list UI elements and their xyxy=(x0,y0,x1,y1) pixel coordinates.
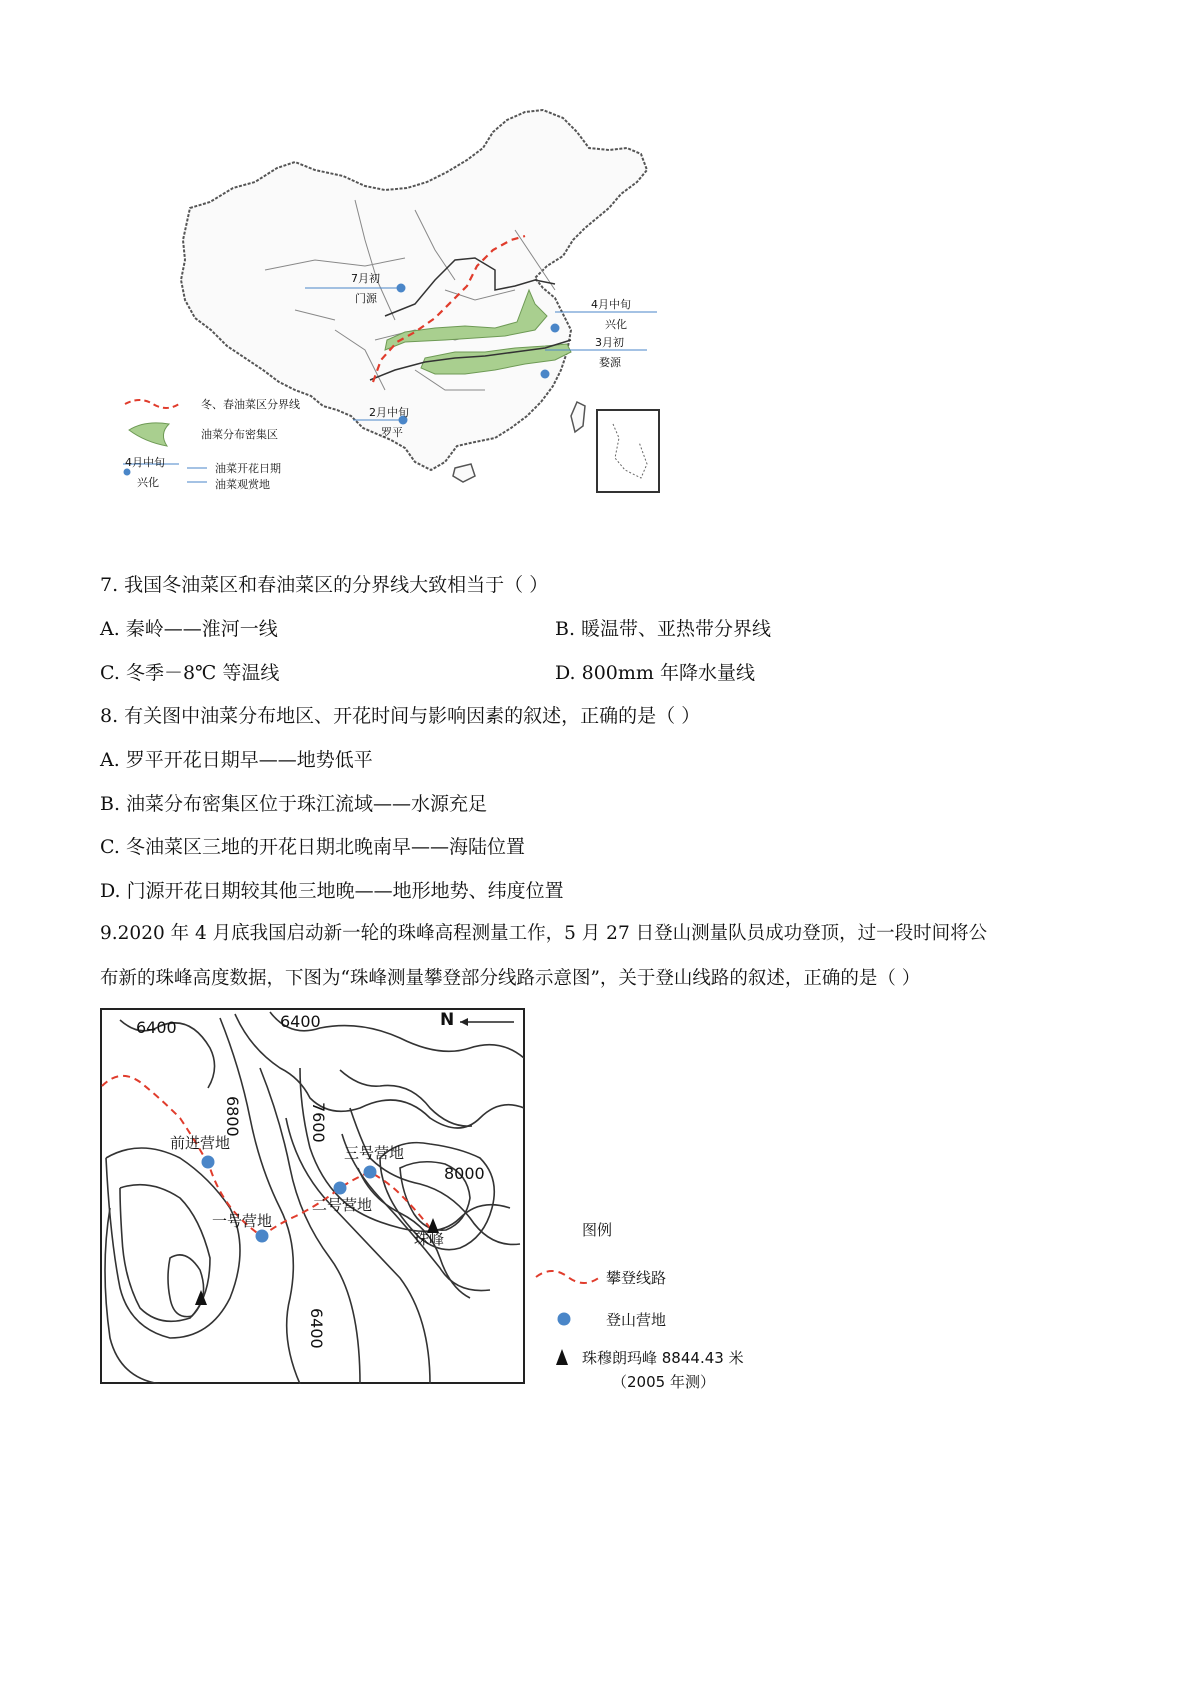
q7-option-c: C. 冬季－8℃ 等温线 xyxy=(100,662,280,684)
legend-date-desc: 油菜开花日期 xyxy=(215,462,281,475)
camp-3-label: 三号营地 xyxy=(344,1144,405,1162)
luoping-date: 2月中旬 xyxy=(369,406,409,419)
legend-title: 图例 xyxy=(582,1221,613,1239)
q8-option-d: D. 门源开花日期较其他三地晚——地形地势、纬度位置 xyxy=(100,880,564,902)
camp-1 xyxy=(256,1230,269,1243)
legend-dense-label: 油菜分布密集区 xyxy=(201,428,278,441)
wuyuan-date: 3月初 xyxy=(595,336,624,349)
legend-peak-icon xyxy=(556,1349,568,1365)
xinghua-point xyxy=(551,324,560,333)
q8-option-b: B. 油菜分布密集区位于珠江流域——水源充足 xyxy=(100,793,488,815)
camp-1-label: 一号营地 xyxy=(212,1212,273,1230)
xinghua-name: 兴化 xyxy=(605,318,627,331)
legend-route-label: 攀登线路 xyxy=(606,1269,667,1287)
legend-dense-shape xyxy=(129,423,169,446)
everest-route-map xyxy=(100,1008,525,1384)
camp-2-label: 二号营地 xyxy=(312,1196,373,1214)
legend-camp-label: 登山营地 xyxy=(606,1311,667,1329)
hainan-island xyxy=(453,464,475,482)
wuyuan-name: 婺源 xyxy=(599,356,621,369)
q8-stem: 8. 有关图中油菜分布地区、开花时间与影响因素的叙述，正确的是（ ） xyxy=(100,705,701,727)
q8-option-c: C. 冬油菜区三地的开花日期北晚南早——海陆位置 xyxy=(100,836,525,858)
luoping-name: 罗平 xyxy=(381,426,403,439)
north-label: N xyxy=(440,1010,455,1030)
menyuan-name: 门源 xyxy=(355,292,377,305)
china-rapeseed-map xyxy=(115,90,675,510)
camp-2 xyxy=(334,1182,347,1195)
legend-sample-name: 兴化 xyxy=(137,476,159,489)
south-sea-inset xyxy=(597,410,659,492)
everest-legend xyxy=(530,1215,850,1405)
contour-label-6400-nw: 6400 xyxy=(136,1018,177,1037)
q7-option-b: B. 暖温带、亚热带分界线 xyxy=(555,618,772,640)
q8-option-a: A. 罗平开花日期早——地势低平 xyxy=(100,749,373,771)
legend-peak-label: 珠穆朗玛峰 8844.43 米 xyxy=(582,1349,744,1367)
contour-label-8000: 8000 xyxy=(444,1164,485,1183)
contour-label-6800: 6800 xyxy=(223,1096,242,1137)
q7-option-a: A. 秦岭——淮河一线 xyxy=(100,618,278,640)
q9-line2: 布新的珠峰高度数据，下图为“珠峰测量攀登部分线路示意图”，关于登山线路的叙述，正确的是（ ） xyxy=(100,968,921,989)
legend-peak-note: （2005 年测） xyxy=(612,1373,715,1391)
legend-sample-date: 4月中旬 xyxy=(125,456,165,469)
peak-label: 珠峰 xyxy=(414,1230,445,1248)
camp-forward-label: 前进营地 xyxy=(170,1134,231,1152)
legend-boundary-line xyxy=(125,400,179,408)
legend-camp-dot xyxy=(558,1313,571,1326)
menyuan-date: 7月初 xyxy=(351,272,380,285)
camp-forward xyxy=(202,1156,215,1169)
taiwan-island xyxy=(571,402,585,432)
legend-boundary-label: 冬、春油菜区分界线 xyxy=(201,398,300,411)
legend-route-line xyxy=(536,1271,600,1283)
contour-label-6400-n: 6400 xyxy=(280,1012,321,1031)
q7-option-d: D. 800mm 年降水量线 xyxy=(555,662,755,684)
q9-line1: 9.2020 年 4 月底我国启动新一轮的珠峰高程测量工作，5 月 27 日登山测量队员成功登顶，过一段时间将公 xyxy=(100,923,988,944)
contour-label-7600: 7600 xyxy=(309,1102,328,1143)
wuyuan-point xyxy=(541,370,550,379)
q7-stem: 7. 我国冬油菜区和春油菜区的分界线大致相当于（ ） xyxy=(100,574,549,596)
legend-place-desc: 油菜观赏地 xyxy=(215,478,270,491)
contour-label-6400-s: 6400 xyxy=(307,1308,326,1349)
camp-3 xyxy=(364,1166,377,1179)
xinghua-date: 4月中旬 xyxy=(591,298,631,311)
